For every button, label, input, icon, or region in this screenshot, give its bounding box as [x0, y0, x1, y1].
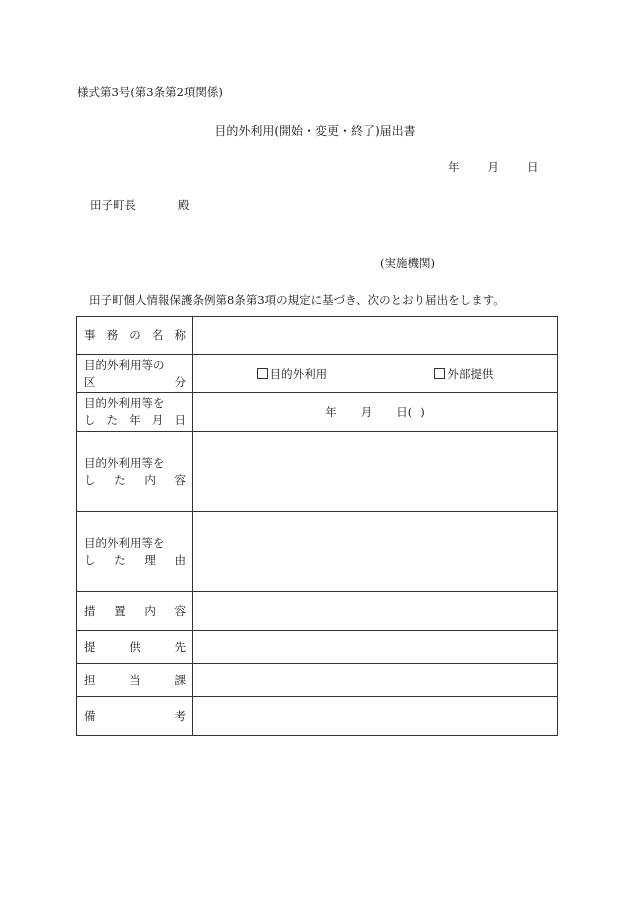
checkbox-external-provision[interactable] — [434, 368, 445, 379]
value-office-name[interactable] — [193, 317, 558, 355]
option-external-provision[interactable]: 外部提供 — [434, 366, 493, 382]
form-number: 様式第3号(第3条第2項関係) — [77, 85, 223, 99]
form-title: 目的外利用(開始・変更・終了)届出書 — [214, 124, 416, 138]
label-recipient: 提 供 先 — [77, 631, 193, 664]
row-reason — [77, 512, 558, 592]
value-date[interactable]: 年 月 日( ) — [193, 393, 558, 432]
agency-label: (実施機関) — [380, 256, 435, 270]
row-classification — [77, 355, 558, 393]
intro-text: 田子町個人情報保護条例第8条第3項の規定に基づき、次のとおり届出をします。 — [89, 293, 505, 307]
label-reason: 目的外利用等を し た 理 由 — [77, 512, 193, 592]
label-date: 目的外利用等を し た 年 月 日 — [77, 393, 193, 432]
value-reason[interactable] — [193, 512, 558, 592]
value-content[interactable] — [193, 432, 558, 512]
row-measures — [77, 592, 558, 631]
value-department[interactable] — [193, 664, 558, 697]
date-month: 月 — [487, 160, 499, 174]
addressee-name: 田子町長 — [90, 198, 136, 212]
label-department: 担 当 課 — [77, 664, 193, 697]
option-purpose-outside-use[interactable]: 目的外利用 — [257, 366, 328, 382]
label-measures: 措 置 内 容 — [77, 592, 193, 631]
notification-form-table — [76, 316, 558, 736]
addressee — [90, 197, 190, 213]
row-remarks — [77, 697, 558, 736]
row-department — [77, 664, 558, 697]
date-year: 年 — [448, 160, 460, 174]
value-remarks[interactable] — [193, 697, 558, 736]
label-office-name: 事 務 の 名 称 — [77, 317, 193, 355]
label-remarks: 備 考 — [77, 697, 193, 736]
row-office-name — [77, 317, 558, 355]
label-classification: 目的外利用等の 区 分 — [77, 355, 193, 393]
label-content: 目的外利用等を し た 内 容 — [77, 432, 193, 512]
addressee-suffix: 殿 — [178, 198, 190, 212]
value-classification — [193, 355, 558, 393]
checkbox-purpose-outside-use[interactable] — [257, 368, 268, 379]
row-recipient — [77, 631, 558, 664]
row-date — [77, 393, 558, 432]
row-content — [77, 432, 558, 512]
submission-date — [448, 159, 539, 175]
value-measures[interactable] — [193, 592, 558, 631]
value-recipient[interactable] — [193, 631, 558, 664]
date-day: 日 — [527, 160, 539, 174]
